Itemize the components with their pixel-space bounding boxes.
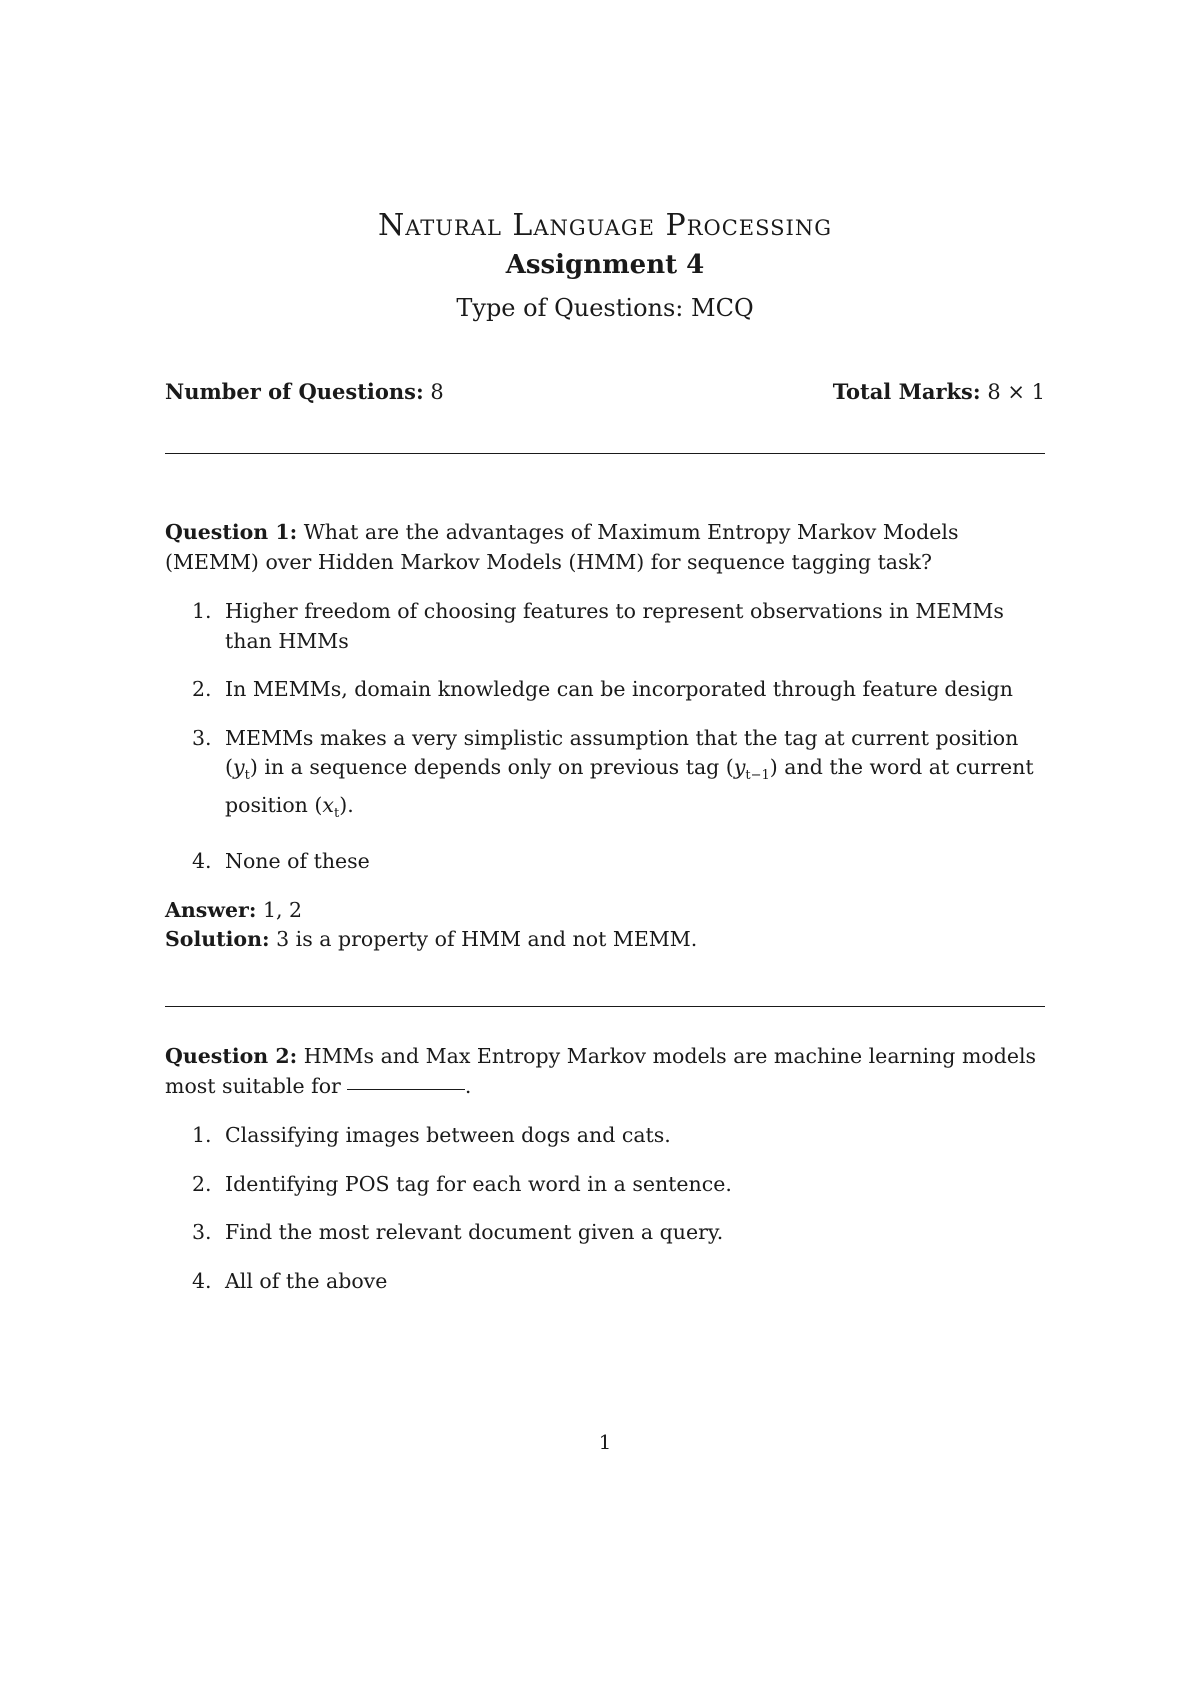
solution-label: Solution: <box>165 927 270 952</box>
option-number: 4. <box>192 1268 212 1293</box>
number-of-questions <box>165 378 444 406</box>
list-item <box>165 1218 1045 1248</box>
list-item <box>165 597 1045 656</box>
question-1-text <box>165 518 1045 577</box>
question-2-text <box>165 1042 1045 1101</box>
question-2-end: . <box>464 1073 472 1098</box>
option-text <box>225 725 1034 821</box>
option-text: Higher freedom of choosing features to represent observations in MEMMs than HMMs <box>225 599 1004 653</box>
list-item <box>165 847 1045 877</box>
option-number: 1. <box>192 599 212 623</box>
option-text-part: ). <box>339 792 354 817</box>
meta-row <box>165 378 1045 406</box>
page-number: 1 <box>598 1430 612 1454</box>
option-text-part: ) and the word at current position ( <box>225 755 1034 817</box>
fill-in-blank <box>347 1089 465 1090</box>
title-block <box>165 208 1045 324</box>
question-1-options <box>165 597 1045 877</box>
total-marks <box>833 378 1045 406</box>
question-2-body: HMMs and Max Entropy Markov models are machine learning models most suitable for <box>165 1044 1037 1098</box>
option-text: In MEMMs, domain knowledge can be incorporated through feature design <box>225 677 1013 701</box>
math-subscript: t <box>333 805 340 821</box>
list-item <box>165 1121 1045 1151</box>
option-text-part: ) in a sequence depends only on previous tag ( <box>249 755 734 779</box>
list-item <box>165 724 1045 829</box>
total-marks-value: 8 × 1 <box>987 380 1045 404</box>
number-of-questions-label: Number of Questions: <box>165 379 424 404</box>
option-text-part: MEMMs makes a very simplistic assumption that the tag at current position ( <box>225 725 1019 779</box>
assignment-title: Assignment 4 <box>505 250 705 280</box>
math-symbol: x <box>322 792 334 817</box>
solution-value: 3 is a property of HMM and not MEMM. <box>276 927 698 952</box>
document-page <box>165 0 1045 1696</box>
math-symbol: y <box>733 755 746 779</box>
question-1-body: What are the advantages of Maximum Entropy Markov Models (MEMM) over Hidden Markov Models (HMM) for sequence tagging task? <box>165 520 959 574</box>
question-type: Type of Questions: MCQ <box>456 294 754 322</box>
question-2-options <box>165 1121 1045 1296</box>
math-subscript: t <box>244 768 250 784</box>
question-2 <box>165 1042 1045 1315</box>
divider <box>165 453 1045 454</box>
answer-block <box>165 896 1045 955</box>
number-of-questions-value: 8 <box>430 380 444 404</box>
option-number: 3. <box>192 1220 212 1244</box>
total-marks-label: Total Marks: <box>832 379 981 404</box>
option-number: 4. <box>192 849 212 874</box>
answer-label: Answer: <box>165 897 257 922</box>
option-text: Find the most relevant document given a query. <box>225 1220 724 1244</box>
option-number: 2. <box>192 677 212 701</box>
list-item <box>165 675 1045 705</box>
question-1 <box>165 518 1045 955</box>
option-text: Classifying images between dogs and cats. <box>225 1123 671 1147</box>
math-subscript: t−1 <box>745 768 770 784</box>
divider <box>165 1006 1045 1007</box>
solution-line <box>165 925 1045 955</box>
course-title: Natural Language Processing <box>378 208 832 243</box>
option-text: None of these <box>225 849 370 874</box>
option-text: All of the above <box>225 1268 388 1293</box>
question-1-label: Question 1: <box>165 520 298 544</box>
list-item <box>165 1267 1045 1297</box>
question-2-label: Question 2: <box>165 1044 298 1068</box>
answer-line <box>165 896 1045 926</box>
list-item <box>165 1170 1045 1200</box>
option-number: 3. <box>192 725 212 750</box>
math-symbol: y <box>233 755 245 779</box>
answer-value: 1, 2 <box>262 897 303 922</box>
option-number: 2. <box>192 1171 212 1196</box>
option-number: 1. <box>192 1123 212 1147</box>
option-text: Identifying POS tag for each word in a sentence. <box>225 1171 732 1196</box>
